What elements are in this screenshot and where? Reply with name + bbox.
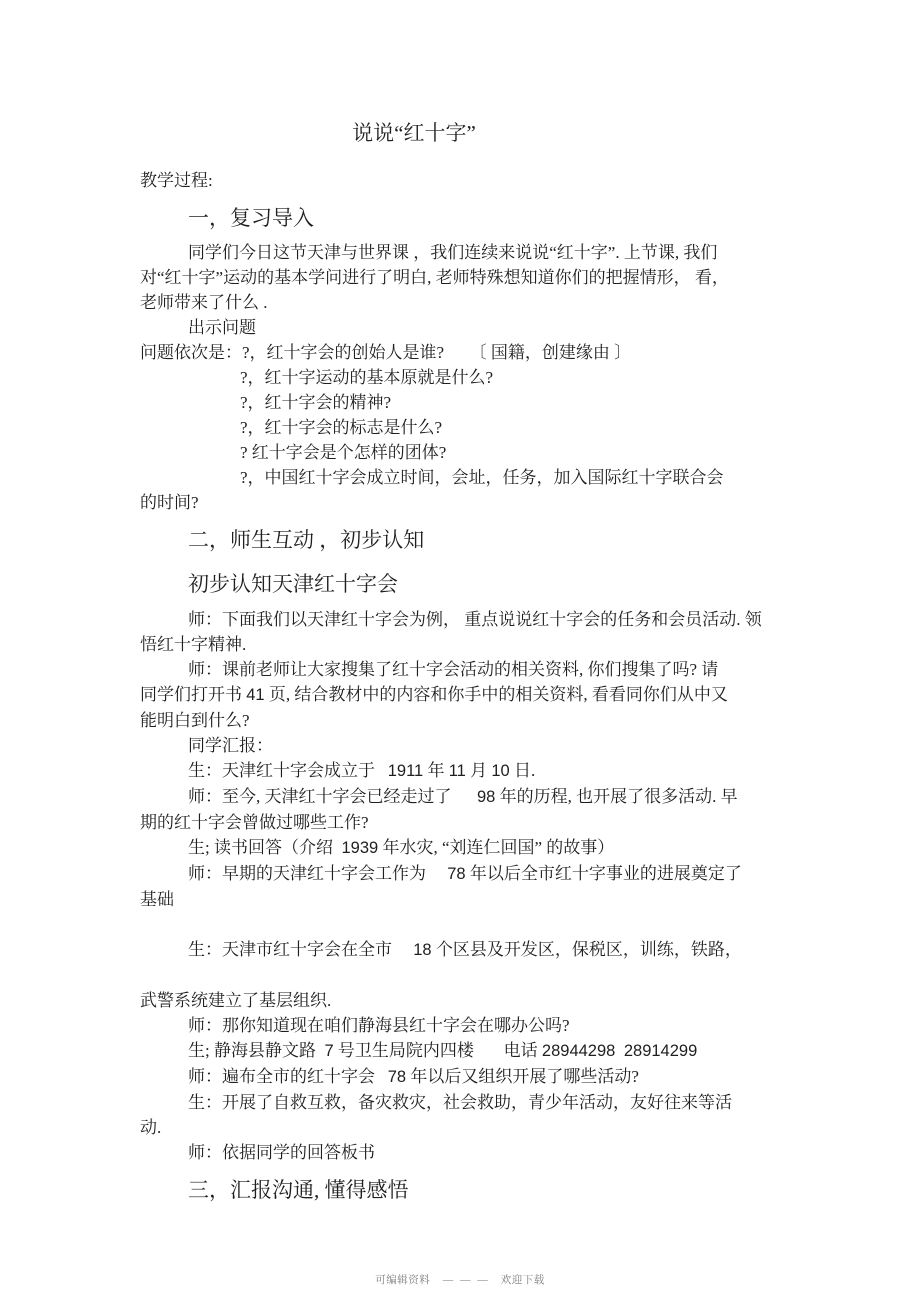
dialogue-teacher-intro-line-1: 师：下面我们以天津红十字会为例， 重点说说红十字会的任务和会员活动. 领	[188, 610, 762, 629]
dialogue-student-districts-line-1: 生：天津市红十字会在全市 18 个区县及开发区，保税区，训练，铁路，	[188, 940, 742, 959]
numeral: 18	[413, 941, 432, 959]
numeral: 11	[448, 762, 466, 780]
question-spirit: ?，红十字会的精神?	[240, 393, 392, 412]
show-questions-line: 出示问题	[188, 318, 256, 337]
subsection-heading: 初步认知天津红十字会	[188, 572, 398, 596]
dialogue-teacher-98-years-line-1: 师：至今, 天津红十字会已经走过了 98 年的历程, 也开展了很多活动. 早	[188, 787, 738, 806]
numeral: 7	[324, 1042, 334, 1060]
dialogue-teacher-foundation-line-2: 基础	[140, 890, 174, 909]
dialogue-teacher-intro-line-2: 悟红十字精神.	[140, 635, 247, 654]
intro-paragraph-line-2: 对“红十字”运动的基本学问进行了明白, 老师特殊想知道你们的把握情形， 看，	[140, 268, 729, 287]
dialogue-student-address: 生; 静海县静文路 7 号卫生局院内四楼 电话 28944298 28914299	[188, 1041, 698, 1060]
dialogue-teacher-materials-line-2: 同学们打开书 41 页, 结合教材中的内容和你手中的相关资料, 看看同你们从中又	[140, 685, 728, 704]
numeral: 98	[477, 788, 496, 806]
dialogue-teacher-materials-line-1: 师：课前老师让大家搜集了红十字会活动的相关资料, 你们搜集了吗? 请	[188, 660, 719, 679]
dialogue-teacher-materials-line-3: 能明白到什么?	[140, 711, 250, 730]
dialogue-teacher-98-years-line-2: 期的红十字会曾做过哪些工作?	[140, 813, 369, 832]
question-symbol: ?，红十字会的标志是什么?	[240, 418, 443, 437]
dialogue-student-activities-line-2: 动.	[140, 1118, 162, 1137]
document-body	[140, 168, 788, 1207]
dialogue-student-activities-line-1: 生：开展了自救互救，备灾救灾，社会救助，青少年活动，友好往来等活	[188, 1093, 732, 1112]
numeral: 41	[246, 686, 265, 704]
teaching-process-label: 教学过程:	[140, 171, 213, 190]
doc-title: 说说“红十字”	[352, 121, 476, 145]
question-china-redcross-line-1: ?，中国红十字会成立时间，会址，任务，加入国际红十字联合会	[240, 468, 724, 487]
questions-lead: 问题依次是：?，红十字会的创始人是谁? 〔 国籍，创建缘由 〕	[140, 343, 632, 362]
question-principles: ?，红十字运动的基本原就是什么?	[240, 368, 494, 387]
numeral: 1911	[387, 762, 424, 780]
dialogue-teacher-board: 师：依据同学的回答板书	[188, 1143, 375, 1162]
numeral: 28914299	[623, 1042, 698, 1060]
question-china-redcross-line-2: 的时间?	[140, 493, 199, 512]
section-3-heading: 三，汇报沟通, 懂得感悟	[188, 1178, 409, 1202]
dialogue-teacher-activities: 师：遍布全市的红十字会 78 年以后又组织开展了哪些活动?	[188, 1067, 639, 1086]
dialogue-teacher-foundation-line-1: 师：早期的天津红十字会工作为 78 年以后全市红十字事业的进展奠定了	[188, 864, 742, 883]
intro-paragraph-line-1: 同学们今日这节天津与世界课 ，我们连续来说说“红十字”. 上节课, 我们	[188, 243, 718, 262]
dialogue-student-reading: 生; 读书回答（介绍 1939 年水灾, “刘连仁回国” 的故事）	[188, 838, 615, 857]
numeral: 28944298	[541, 1042, 616, 1060]
numeral: 78	[387, 1068, 407, 1086]
student-report-label: 同学汇报：	[188, 736, 273, 755]
dialogue-student-founding: 生：天津红十字会成立于 1911 年 11 月 10 日.	[188, 761, 536, 780]
section-2-heading: 二，师生互动 ，初步认知	[188, 528, 425, 552]
dialogue-teacher-jinghai: 师：那你知道现在咱们静海县红十字会在哪办公吗?	[188, 1016, 570, 1035]
intro-paragraph-line-3: 老师带来了什么 .	[140, 293, 268, 312]
numeral: 78	[447, 865, 466, 883]
question-organization: ? 红十字会是个怎样的团体?	[240, 443, 447, 462]
page-footer: 可编辑资料 — — — 欢迎下载	[375, 1275, 545, 1286]
dialogue-student-districts-line-2: 武警系统建立了基层组织.	[140, 991, 332, 1010]
numeral: 1939	[341, 839, 379, 857]
section-1-heading: 一，复习导入	[188, 206, 314, 230]
numeral: 10	[491, 762, 510, 780]
